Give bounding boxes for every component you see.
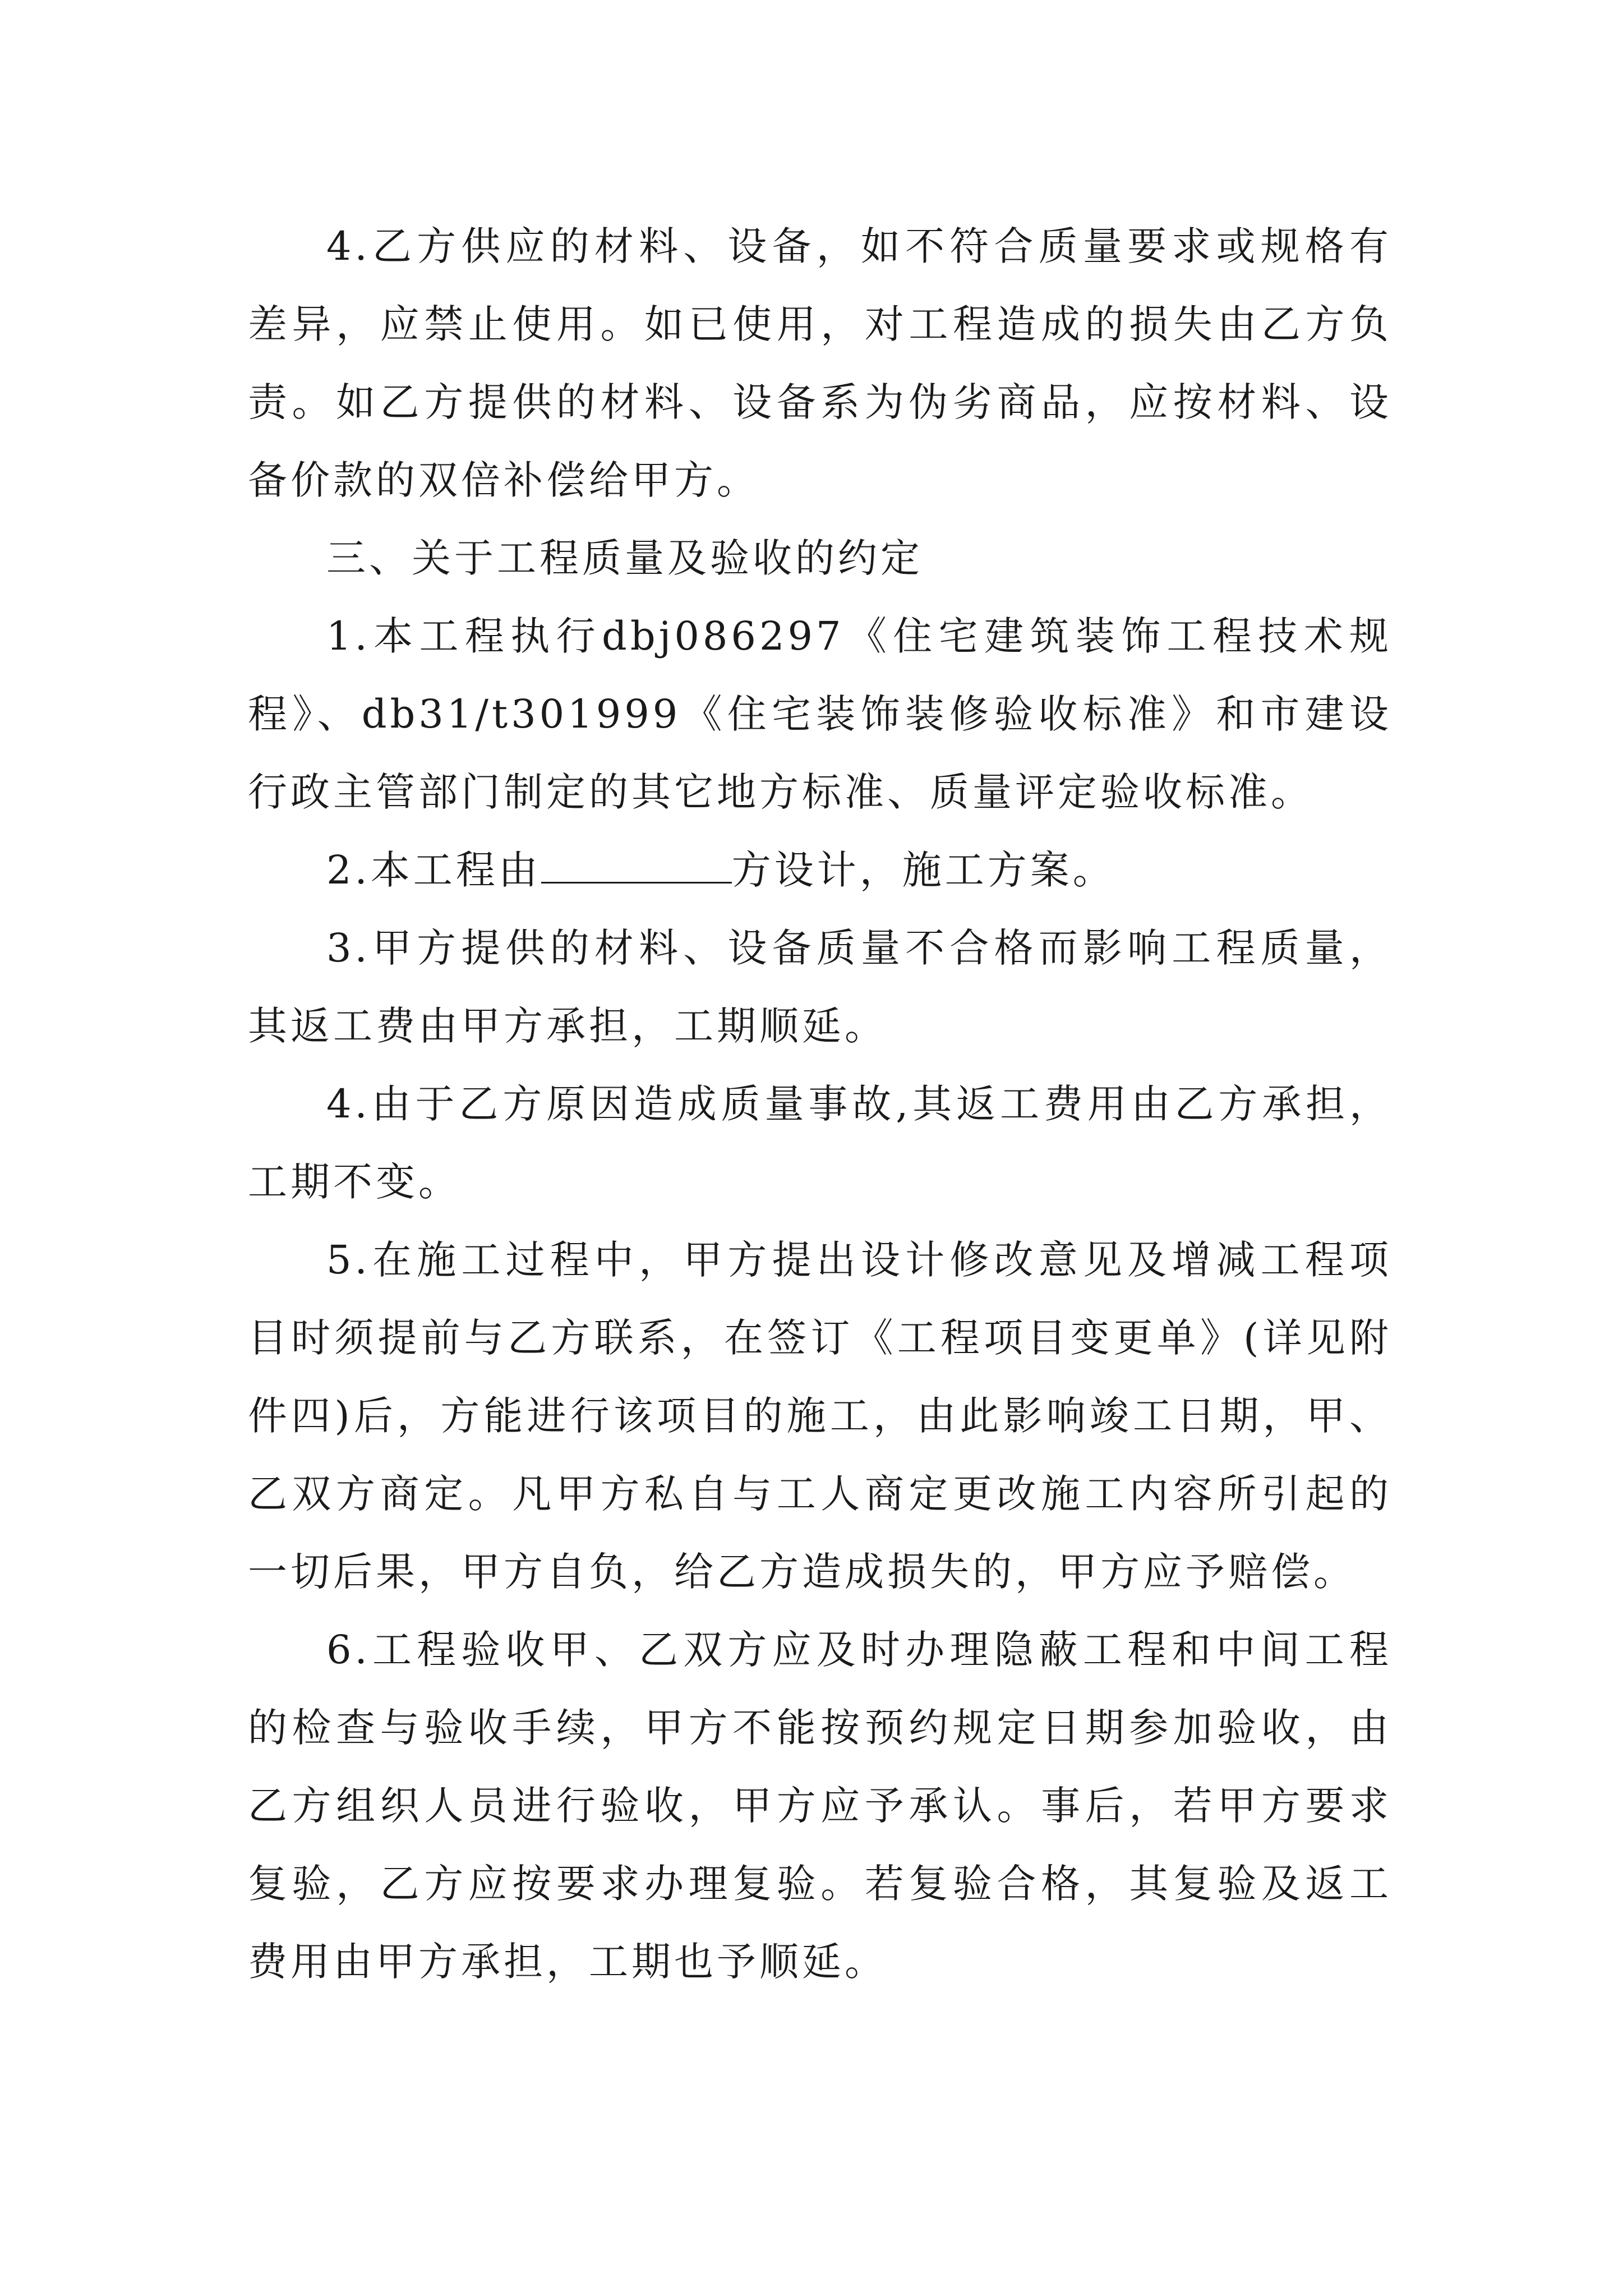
paragraph-material-quality: 4.乙方供应的材料、设备，如不符合质量要求或规格有差异，应禁止使用。如已使用，对工程造成的损失由乙方负责。如乙方提供的材料、设备系为伪劣商品，应按材料、设备价款的双倍补偿给甲方。 [248,223,1392,503]
paragraph-quality-accident: 4.由于乙方原因造成质量事故,其返工费用由乙方承担，工期不变。 [248,1081,1392,1205]
paragraph-design [248,831,1392,909]
paragraph-design-changes: 5.在施工过程中，甲方提出设计修改意见及增减工程项目时须提前与乙方联系，在签订《工程项目变更单》(详见附件四)后，方能进行该项目的施工，由此影响竣工日期，甲、乙双方商定。凡甲方私自与工人商定更改施工内容所引起的一切后果，甲方自负，给乙方造成损失的，甲方应予赔偿。 [248,1237,1392,1595]
design-party-blank [541,848,732,884]
paragraph-standards: 1.本工程执行dbj086297《住宅建筑装饰工程技术规程》、db31/t301999《住宅装饰装修验收标准》和市建设行政主管部门制定的其它地方标准、质量评定验收标准。 [248,613,1392,815]
design-text-before: 2.本工程由 [326,847,541,893]
paragraph-material-failure: 3.甲方提供的材料、设备质量不合格而影响工程质量，其返工费由甲方承担，工期顺延。 [248,925,1392,1049]
design-text-after: 方设计，施工方案。 [731,847,1115,893]
paragraph-acceptance: 6.工程验收甲、乙双方应及时办理隐蔽工程和中间工程的检查与验收手续，甲方不能按预约规定日期参加验收，由乙方组织人员进行验收，甲方应予承认。事后，若甲方要求复验，乙方应按要求办理复验。若复验合格，其复验及返工费用由甲方承担，工期也予顺延。 [248,1627,1392,1985]
section-heading-quality-acceptance: 三、关于工程质量及验收的约定 [326,535,923,581]
document-body [248,208,1392,2001]
